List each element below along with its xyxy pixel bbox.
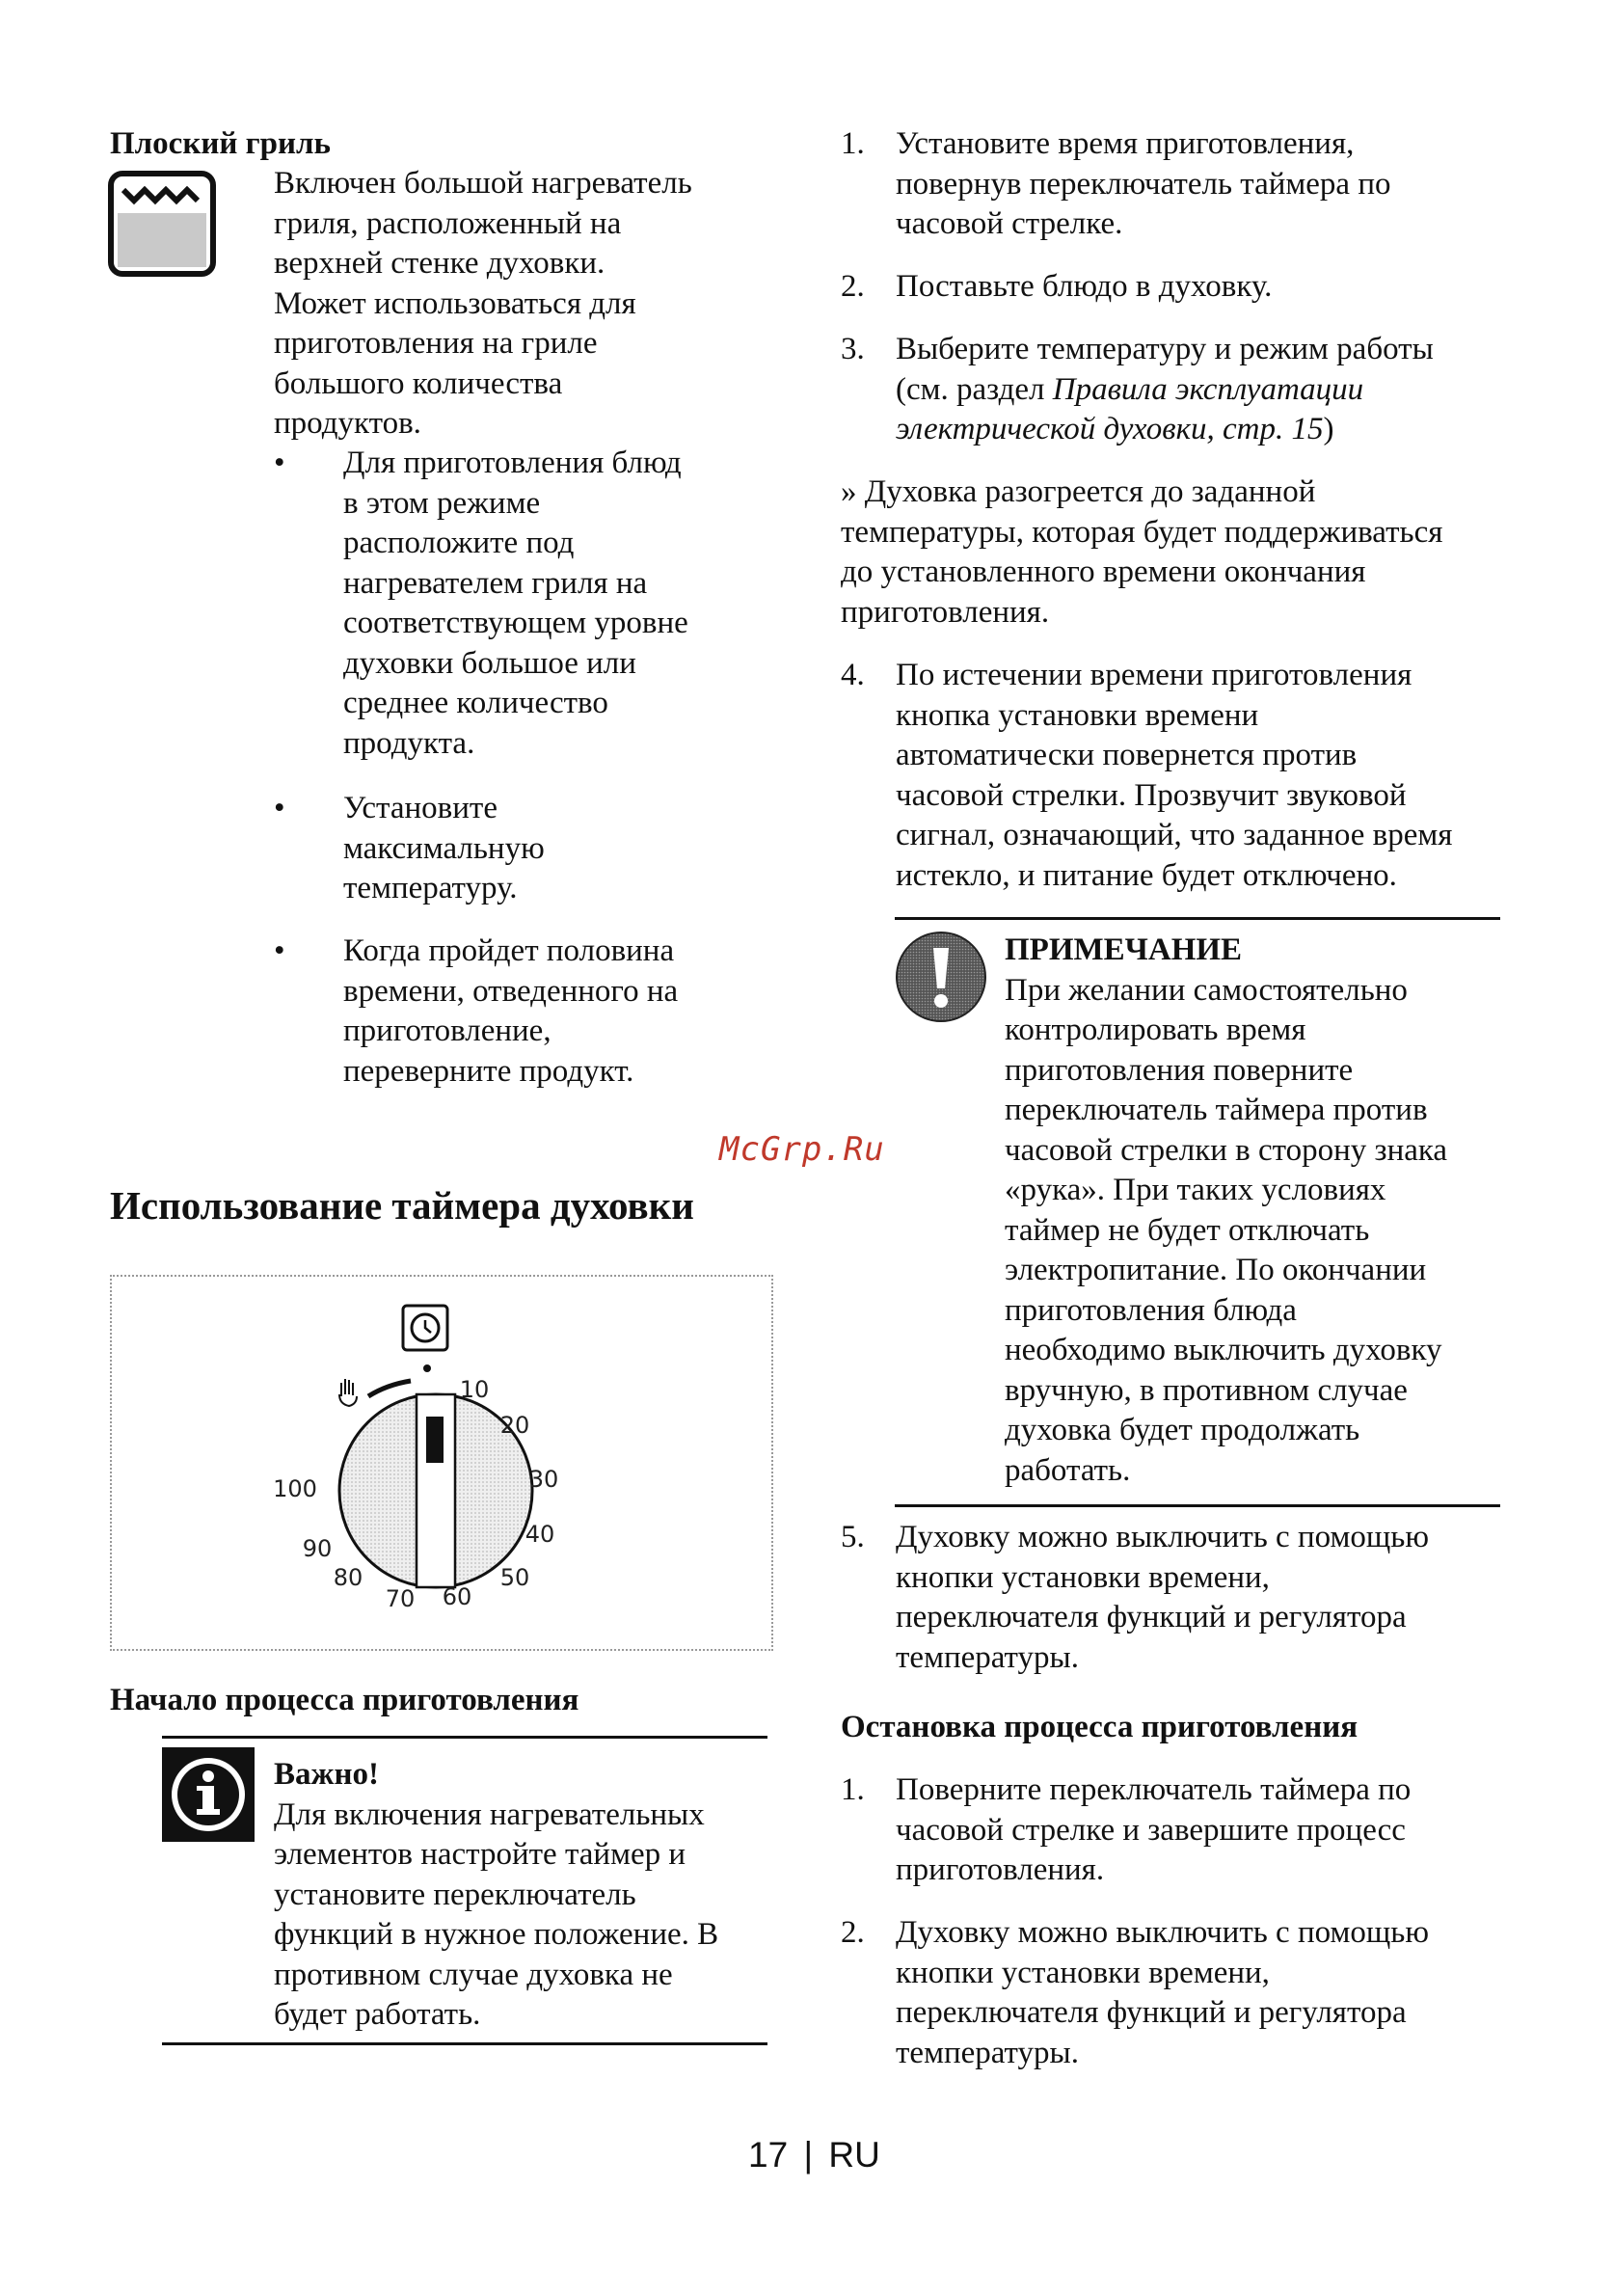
important-line: функций в нужное положение. В <box>274 1917 719 1952</box>
result-line: до установленного времени окончания <box>841 554 1366 589</box>
note-line: работать. <box>1005 1452 1131 1488</box>
desc-line: большого количества <box>274 365 563 401</box>
watermark: McGrp.Ru <box>719 1130 885 1169</box>
step-number: 3. <box>841 332 865 366</box>
bullet-dot: • <box>274 446 285 480</box>
bullet-line: Установите <box>343 791 498 825</box>
step-line: приготовления. <box>896 1852 1105 1887</box>
page-number: 17 <box>748 2135 789 2174</box>
step-line: часовой стрелке и завершите процесс <box>896 1812 1406 1848</box>
bullet-line: переверните продукт. <box>343 1053 634 1089</box>
step-text: Выберите температуру и режим работы <box>896 332 1434 366</box>
bullet-line: приготовление, <box>343 1013 551 1048</box>
flat-grill-description <box>274 164 692 445</box>
desc-line: приготовления на гриле <box>274 326 598 361</box>
step-line: Поставьте блюдо в духовку. <box>896 269 1273 304</box>
note-title: ПРИМЕЧАНИЕ <box>1005 932 1243 967</box>
section-reference: электрической духовки, стр. 15 <box>896 412 1324 446</box>
step-line: сигнал, означающий, что заданное время <box>896 818 1453 852</box>
step-line: часовой стрелке. <box>896 206 1123 241</box>
footer-language: RU <box>828 2135 880 2174</box>
note-line: приготовления поверните <box>1005 1052 1354 1088</box>
note-line: «рука». При таких условиях <box>1005 1173 1386 1207</box>
step-item <box>841 1770 1411 1891</box>
result-line: температуры, которая будет поддерживаться <box>841 514 1443 550</box>
desc-line: верхней стенке духовки. <box>274 246 605 281</box>
dial-label: 100 <box>273 1475 317 1502</box>
page-footer <box>748 2135 880 2175</box>
bullet-item <box>274 789 545 909</box>
dial-label: 70 <box>385 1585 416 1612</box>
step-line: Установите время приготовления, <box>896 126 1355 161</box>
step-number: 1. <box>841 1772 865 1807</box>
note-line: переключатель таймера против <box>1005 1093 1428 1127</box>
start-cooking-title: Начало процесса приготовления <box>110 1683 579 1717</box>
dial-label: 20 <box>499 1412 530 1439</box>
step-item <box>841 1913 1429 2073</box>
divider <box>162 1736 767 1739</box>
note-line: При желании самостоятельно <box>1005 972 1408 1008</box>
step-item <box>841 1518 1429 1678</box>
step-line: Духовку можно выключить с помощью <box>896 1915 1429 1950</box>
important-note <box>274 1755 718 2036</box>
step-line: температуры. <box>896 1639 1079 1675</box>
bullet-line: в этом режиме <box>343 485 541 521</box>
oven-grill-icon <box>108 171 216 277</box>
bullet-line: духовки большое или <box>343 645 636 681</box>
section-reference: Правила эксплуатации <box>1052 371 1364 407</box>
step-line <box>896 330 1434 370</box>
step-line: истекло, и питание будет отключено. <box>896 857 1397 893</box>
step-line: Поверните переключатель таймера по <box>896 1772 1412 1807</box>
step-text: (см. раздел <box>896 371 1053 407</box>
note-line: духовка будет продолжать <box>1005 1413 1360 1447</box>
bullet-line: температуру. <box>343 871 518 905</box>
timer-section-title: Использование таймера духовки <box>110 1183 694 1228</box>
dial-label: 60 <box>442 1583 472 1610</box>
step-number: 1. <box>841 126 865 161</box>
desc-line: Может использоваться для <box>274 285 636 321</box>
footer-separator: | <box>803 2135 814 2174</box>
bullet-line: расположите под <box>343 526 575 560</box>
step-line <box>896 410 1434 450</box>
hand-icon <box>339 1379 357 1406</box>
dial-arc-mark <box>368 1381 411 1396</box>
dial-label: 90 <box>302 1535 333 1562</box>
step-line: автоматически повернется против <box>896 738 1358 772</box>
divider <box>895 1504 1500 1507</box>
step-line: переключателя функций и регулятора <box>896 1600 1407 1634</box>
step-line <box>896 370 1434 411</box>
flat-grill-title: Плоский гриль <box>110 126 331 161</box>
timer-dial-diagram <box>110 1275 773 1651</box>
step-line: кнопки установки времени, <box>896 1955 1270 1990</box>
stop-cooking-title: Остановка процесса приготовления <box>841 1710 1358 1744</box>
bullet-line: максимальную <box>343 830 545 866</box>
result-line: » Духовка разогреется до заданной <box>841 474 1316 509</box>
bullet-dot: • <box>274 791 285 825</box>
divider <box>895 917 1500 920</box>
desc-line: гриля, расположенный на <box>274 205 622 241</box>
step-line: повернув переключатель таймера по <box>896 166 1391 202</box>
important-line: элементов настройте таймер и <box>274 1837 686 1872</box>
step-text: ) <box>1323 412 1334 446</box>
result-line: приготовления. <box>841 594 1050 630</box>
dial-label: 30 <box>528 1466 559 1493</box>
step-line: переключателя функций и регулятора <box>896 1995 1407 2030</box>
step-number: 4. <box>841 658 865 692</box>
step-line: температуры. <box>896 2035 1079 2070</box>
step-line: кнопки установки времени, <box>896 1559 1270 1595</box>
step-number: 2. <box>841 269 865 304</box>
step-item <box>841 656 1452 896</box>
bullet-line: продукта. <box>343 725 475 761</box>
step-line: часовой стрелки. Прозвучит звуковой <box>896 777 1407 813</box>
important-line: установите переключатель <box>274 1877 636 1912</box>
bullet-item <box>274 444 688 764</box>
note-line: электропитание. По окончании <box>1005 1253 1427 1287</box>
step-item <box>841 267 1272 308</box>
bullet-line: Для приготовления блюд <box>343 446 682 480</box>
step-item <box>841 124 1390 245</box>
step-item <box>841 330 1434 450</box>
desc-line: продуктов. <box>274 406 421 441</box>
step-line: кнопка установки времени <box>896 697 1259 733</box>
dial-start-dot <box>423 1364 431 1372</box>
divider <box>162 2042 767 2045</box>
bullet-line: среднее количество <box>343 686 608 720</box>
bullet-line: соответствующем уровне <box>343 606 688 640</box>
bullet-line: нагревателем гриля на <box>343 565 648 601</box>
note-block <box>1005 931 1447 1491</box>
dial-label: 80 <box>333 1564 363 1591</box>
note-line: необходимо выключить духовку <box>1005 1333 1442 1367</box>
note-line: приготовления блюда <box>1005 1292 1297 1328</box>
important-line: будет работать. <box>274 1997 481 2032</box>
dial-label: 40 <box>525 1521 555 1548</box>
step-line: Духовку можно выключить с помощью <box>896 1520 1429 1554</box>
result-text <box>841 473 1442 633</box>
important-title: Важно! <box>274 1757 379 1792</box>
dial-label: 50 <box>499 1564 530 1591</box>
info-icon <box>162 1747 255 1847</box>
important-line: Для включения нагревательных <box>274 1796 705 1832</box>
bullet-line: времени, отведенного на <box>343 973 679 1009</box>
important-line: противном случае духовка не <box>274 1957 673 1992</box>
bullet-dot: • <box>274 933 285 968</box>
timer-clock-icon <box>403 1306 447 1350</box>
note-line: часовой стрелки в сторону знака <box>1005 1132 1448 1168</box>
dial-label: 10 <box>459 1376 490 1403</box>
bullet-line: Когда пройдет половина <box>343 933 675 968</box>
note-line: вручную, в противном случае <box>1005 1372 1408 1408</box>
note-line: таймер не будет отключать <box>1005 1212 1370 1248</box>
desc-line: Включен большой нагреватель <box>274 166 692 201</box>
note-line: контролировать время <box>1005 1013 1306 1047</box>
step-number: 2. <box>841 1915 865 1950</box>
step-number: 5. <box>841 1520 865 1554</box>
bullet-item <box>274 932 678 1092</box>
step-line: По истечении времени приготовления <box>896 658 1412 692</box>
warning-exclamation-icon <box>895 931 987 1028</box>
